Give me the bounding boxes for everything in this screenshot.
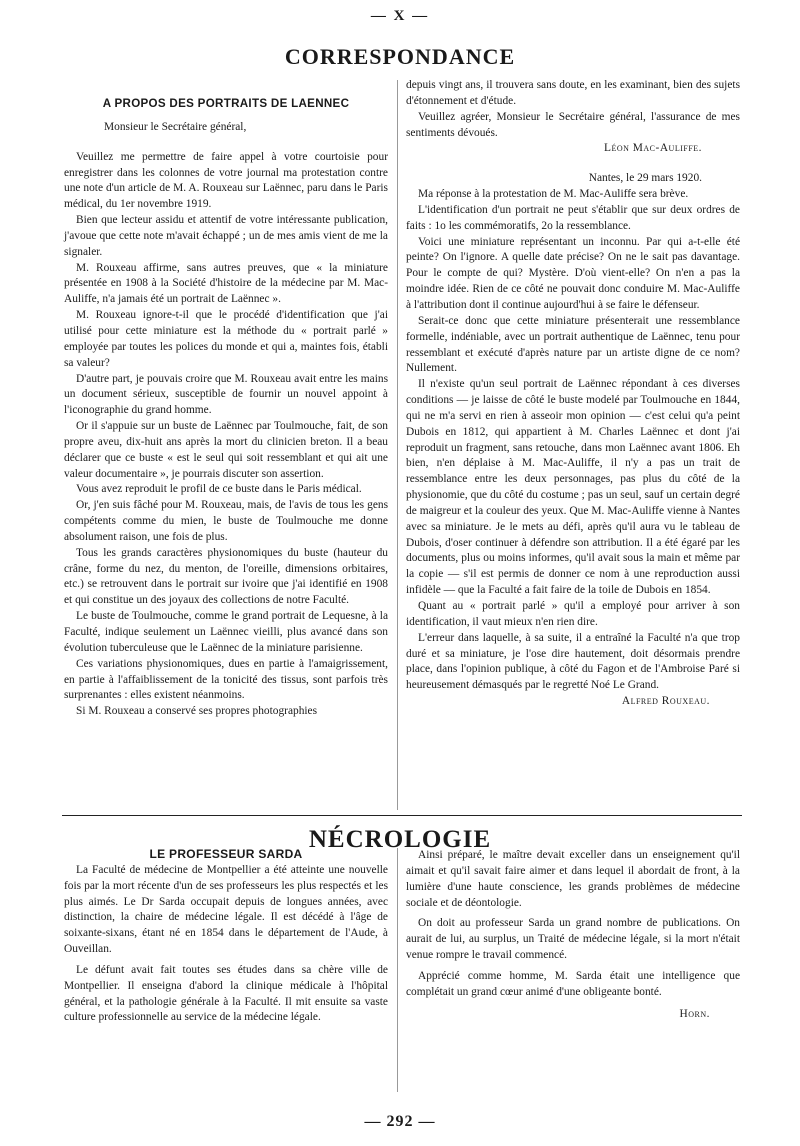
paragraph: Apprécié comme homme, M. Sarda était une intelligence que complétait un grand cœur animé d'une obligeante bonté. [406,969,740,998]
paragraph: Or il s'appuie sur un buste de Laënnec par Toulmouche, fait, de son propre aveu, dix-huit ans après la mort du clinicien breton. Il a beau déclarer que ce buste « est le seul qui soit ressemblant et qui ait une valeur documentaire », je pourrais discuter son assertion. [64,420,388,480]
paragraph: Le défunt avait fait toutes ses études dans sa chère ville de Montpellier. Il enseigna d'abord la clinique médicale à l'hôpital général, et la pathologie générale à la Faculté. Il mit ensuite sa vaste culture professionnelle au service de la médecine légale. [64,963,388,1024]
paragraph: La Faculté de médecine de Montpellier a été atteinte une nouvelle fois par la mort récente d'un de ses professeurs les plus respectés et les plus aimés. Le Dr Sarda occupait depuis de longues années, avec distinction, la chaire de médecine légale. Il est décédé à l'âge de soixante-sixans, étant né en 1854 dans le département de l'Aude, à Ouveillan. [64,863,388,956]
paragraph: On doit au professeur Sarda un grand nombre de publications. On aurait de lui, au surplus, un Traité de médecine légale, si la mort n'était venue rompre le travail commencé. [406,917,740,962]
correspondance-column-2 [406,78,740,710]
paragraph: Il n'existe qu'un seul portrait de Laënnec répondant à ces diverses conditions — je laisse de côté le buste modelé par Toulmouche en 1844, qui ne m'a servi en rien à asseoir mon opinion — c'est celui qu'a peint Dubois en 1812, qui appartient à M. Charles Laënnec et dont j'ai reproduit un fragment, sans retouche, dans mon Laënnec avant 1806. Eh bien, n'en déplaise à M. Mac-Auliffe, il n'y a pas un trait de ressemblance entre les deux personnages, pas plus du côté de la physionomie, que du côté du costume ; pas un seul, sauf un certain degré de maigreur et la couleur des yeux. Que M. Mac-Auliffe vienne à Nantes avec sa miniature. Je le mets au défi, après qu'il aura vu le tableau de Dubois, d'oser continuer à défendre son attribution. Il a été égaré par les documents, plus ou moins informes, qu'il avait sous la main et même par la copie — s'il est permis de donner ce nom à une reproduction aussi infidèle — que la Faculté a fait faire de la toile de Dubois en 1854. [406,378,740,597]
salutation: Monsieur le Secrétaire général, [104,120,247,133]
section-title-necrologie: NÉCROLOGIE [308,826,492,853]
paragraph: Vous avez reproduit le profil de ce buste dans le Paris médical. [76,483,362,496]
article-subtitle: A PROPOS DES PORTRAITS DE LAENNEC [102,97,350,110]
necrologie-column-2 [406,848,740,1022]
page-number: — 292 — [364,1113,436,1130]
paragraph: Si M. Rouxeau a conservé ses propres photographies [76,705,318,718]
section-separator [62,815,742,816]
paragraph: D'autre part, je pouvais croire que M. Rouxeau avait entre les mains un document sérieux, susceptible de fournir un nouvel appoint à l'iconographie du grand homme. [64,372,388,417]
obituary-body-1 [64,863,388,1026]
letter-closing: Veuillez agréer, Monsieur le Secrétaire général, l'assurance de mes sentiments dévoués. [406,110,740,139]
paragraph: L'identification d'un portrait ne peut s'établir que sur deux ordres de faits : 1o les commémoratifs, 2o la ressemblance. [406,203,740,232]
paragraph: Serait-ce donc que cette miniature présenterait une ressemblance formelle, indéniable, avec un portrait authentique de Laënnec, tenu pour ressemblant et exécuté d'après nature par un artiste digne de ce nom? Nullement. [406,314,740,375]
column-divider [397,80,398,810]
obituary-subtitle: LE PROFESSEUR SARDA [149,847,303,861]
paragraph: M. Rouxeau affirme, sans autres preuves, que « la miniature présentée en 1908 à la Société d'histoire de la médecine par M. Mac-Auliffe, n'a jamais été un portrait de Laënnec ». [64,261,388,306]
signature-horn: Horn. [679,1007,710,1020]
obituary-body-2 [406,848,740,1001]
paragraph: Tous les grands caractères physionomiques du buste (hauteur du crâne, forme du nez, du menton, de l'oreille, dimensions orbitaires, etc.) se retrouvent dans le portrait sur ivoire que j'ai identifié en 1908 et qui constitue un des joyaux des collections de notre Faculté. [64,546,388,607]
paragraph: Quant au « portrait parlé » qu'il a employé pour arriver à son identification, il vaut mieux n'en rien dire. [406,600,740,628]
paragraph: Or, j'en suis fâché pour M. Rouxeau, mais, de l'avis de tous les gens compétents comme du mien, le buste de Toulmouche me donne absolument raison, une fois de plus. [64,499,388,543]
paragraph: Voici une miniature représentant un inconnu. Par qui a-t-elle été peinte? On l'ignore. A quelle date précise? On ne le sait pas davantage. Pour le compte de qui? Mystère. D'où vient-elle? On n'en a pas la moindre idée. Rien de ce côté ne pouvait donc conduire M. Mac-Auliffe à l'attribution dont il continue aujourd'hui à se faire le défenseur. [406,235,740,311]
column-divider [397,848,398,1092]
necrologie-column-1 [64,847,388,1031]
paragraph: Veuillez me permettre de faire appel à votre courtoisie pour enregistrer dans les colonnes de votre journal ma protestation contre une note d'un article de M. A. Rouxeau sur Laënnec, paru dans le Paris médical, du 1er novembre 1919. [64,150,388,211]
paragraph: L'erreur dans laquelle, à sa suite, il a entraîné la Faculté n'a que trop duré et sa miniature, je l'ose dire hautement, doit désormais prendre place, dans l'opinion publique, à côté du Fagon et de l'Ambroise Paré si heureusement démasqués par le regretté Noé Le Grand. [406,631,740,692]
paragraph: Ma réponse à la protestation de M. Mac-Auliffe sera brève. [418,188,689,201]
signature-mac-auliffe: Léon Mac-Auliffe. [604,142,702,155]
paragraph: M. Rouxeau ignore-t-il que le procédé d'identification que j'ai utilisé pour cette miniature est la méthode du « portrait parlé » employée par toutes les polices du monde et qui a, maintes fois, établi sa valeur? [64,309,388,369]
letter-continuation: depuis vingt ans, il trouvera sans doute, en les examinant, bien des sujets d'étonnement et d'étude. [406,79,740,107]
paragraph: Ainsi préparé, le maître devait exceller dans un enseignement qu'il aimait et qu'il savait faire aimer et dans lequel il abordait de front, à la lumière d'une haute conscience, les grands problèmes de médecine sociale et de déontologie. [406,849,740,909]
signature-rouxeau: Alfred Rouxeau. [621,695,710,708]
reply-body [406,187,740,694]
paragraph: Le buste de Toulmouche, comme le grand portrait de Lequesne, à la Faculté, indique seulement un Laënnec vieilli, plus avancé dans son évolution tuberculeuse que le Laënnec de la miniature parisienne. [64,610,388,654]
paragraph: Bien que lecteur assidu et attentif de votre intéressante publication, j'avoue que cette note m'avait échappé ; un de mes amis vient de me la signaler. [64,214,388,258]
section-title-correspondance: CORRESPONDANCE [284,44,516,69]
page-roman-numeral: — X — [370,8,430,24]
dateline: Nantes, le 29 mars 1920. [588,172,702,185]
paragraph: Ces variations physionomiques, dues en partie à l'amaigrissement, en partie à l'affaiblissement de la tonicité des tissus, sont parfois très surprenantes : elles existent néanmoins. [64,657,388,702]
letter-body [64,150,388,720]
correspondance-column-1 [64,92,388,720]
